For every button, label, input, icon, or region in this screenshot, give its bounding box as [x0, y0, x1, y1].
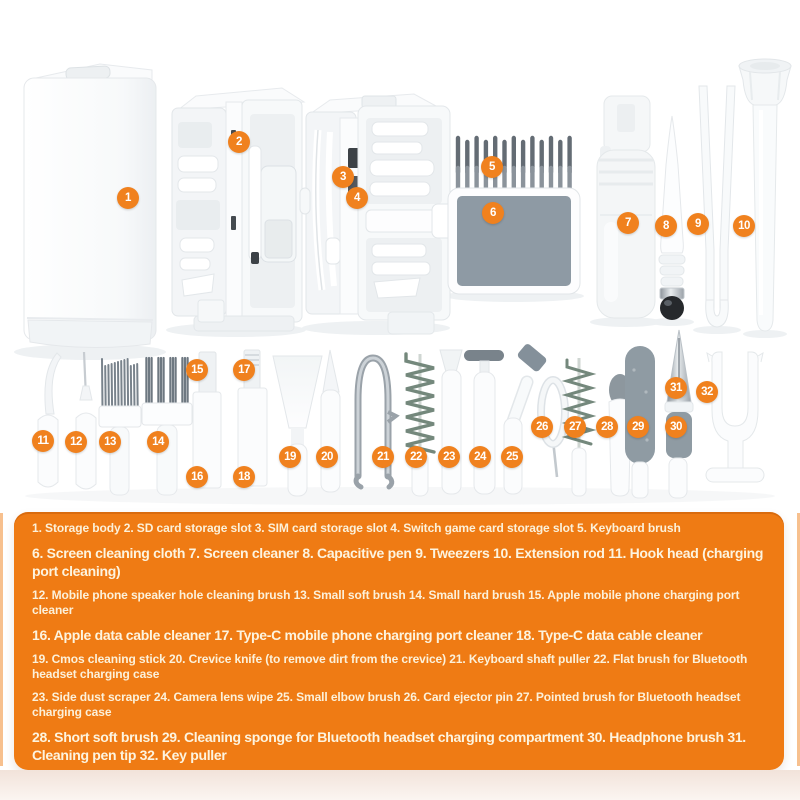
badge-screen-cleaner: 7 — [617, 212, 639, 234]
badge-crevice-knife: 20 — [316, 446, 338, 468]
sd-card-storage-case — [172, 88, 304, 331]
badge-keyboard-shaft-puller: 21 — [372, 446, 394, 468]
screen-cleaner-spray — [597, 96, 655, 318]
badge-switch-game-card-storage-slot: 4 — [346, 187, 368, 209]
badge-extension-rod: 10 — [733, 215, 755, 237]
tweezers — [699, 86, 735, 327]
extension-rod — [739, 59, 791, 331]
badge-sim-card-storage-slot: 3 — [332, 166, 354, 188]
screen-cleaning-cloth — [457, 196, 571, 286]
badge-screen-cleaning-cloth: 6 — [482, 202, 504, 224]
badge-flat-brush-bluetooth-case: 22 — [405, 446, 427, 468]
badge-tweezers: 9 — [687, 213, 709, 235]
key-puller — [706, 352, 764, 482]
badge-storage-body: 1 — [117, 187, 139, 209]
badge-pointed-brush-bluetooth-case: 27 — [564, 416, 586, 438]
side-dust-scraper — [440, 350, 462, 494]
badge-cmos-cleaning-stick: 19 — [279, 446, 301, 468]
crevice-knife — [321, 350, 340, 492]
legend-line: 1. Storage body 2. SD card storage slot 3. SIM card storage slot 4. Switch game card storage slot 5. Keyboard brush — [32, 521, 681, 535]
storage-body — [24, 64, 156, 348]
badge-type-c-charging-port-cleaner: 17 — [233, 359, 255, 381]
legend-line: 23. Side dust scraper 24. Camera lens wipe 25. Small elbow brush 26. Card ejector pin 27. Pointed brush for Bluetooth headset charging case — [32, 690, 741, 719]
bottom-strip — [0, 770, 800, 800]
badge-sd-card-storage-slot: 2 — [228, 131, 250, 153]
left-edge-accent — [0, 513, 3, 766]
badge-headphone-brush: 30 — [665, 416, 687, 438]
badge-apple-data-cable-cleaner: 16 — [186, 466, 208, 488]
speaker-hole-brush — [76, 352, 96, 489]
badge-cleaning-pen-tip: 31 — [665, 377, 687, 399]
badge-small-soft-brush: 13 — [99, 431, 121, 453]
badge-key-puller: 32 — [696, 381, 718, 403]
legend-line: 28. Short soft brush 29. Cleaning sponge for Bluetooth headset charging compartment 30. Headphone brush 31. Cleaning pen tip 32. Key puller — [32, 729, 746, 763]
legend-line: 16. Apple data cable cleaner 17. Type-C mobile phone charging port cleaner 18. Type-C data cable cleaner — [32, 627, 703, 643]
keyboard-brush — [448, 138, 580, 294]
badge-card-ejector-pin: 26 — [531, 416, 553, 438]
cmos-cleaning-stick — [273, 356, 322, 496]
badge-type-c-data-cable-cleaner: 18 — [233, 466, 255, 488]
badge-small-elbow-brush: 25 — [501, 446, 523, 468]
camera-lens-wipe — [464, 350, 504, 494]
legend-line: 12. Mobile phone speaker hole cleaning brush 13. Small soft brush 14. Small hard brush 15. Apple mobile phone charging port cleaner — [32, 588, 740, 617]
badge-small-hard-brush: 14 — [147, 431, 169, 453]
badge-short-soft-brush: 28 — [596, 416, 618, 438]
small-hard-brush — [142, 358, 192, 495]
badge-cleaning-sponge: 29 — [627, 416, 649, 438]
badge-hook-head: 11 — [32, 430, 54, 452]
flat-spiral-brush — [406, 354, 434, 496]
hook-head-tool — [38, 353, 61, 487]
badge-speaker-hole-cleaning-brush: 12 — [65, 431, 87, 453]
badge-keyboard-brush: 5 — [481, 156, 503, 178]
cleaning-pen — [665, 330, 693, 498]
badge-apple-charging-port-cleaner: 15 — [186, 359, 208, 381]
small-soft-brush — [99, 359, 141, 495]
badge-camera-lens-wipe: 24 — [469, 446, 491, 468]
sim-switch-card-storage-case — [300, 94, 454, 334]
legend-line: 6. Screen cleaning cloth 7. Screen cleaner 8. Capacitive pen 9. Tweezers 10. Extension rod 11. Hook head (charging port cleaning) — [32, 545, 764, 579]
badge-side-dust-scraper: 23 — [438, 446, 460, 468]
legend-line: 19. Cmos cleaning stick 20. Crevice knife (to remove dirt from the crevice) 21. Keyboard shaft puller 22. Flat brush for Bluetooth headset charging case — [32, 652, 748, 681]
legend-panel — [14, 512, 784, 770]
badge-capacitive-pen: 8 — [655, 215, 677, 237]
keyboard-shaft-puller — [356, 358, 396, 487]
